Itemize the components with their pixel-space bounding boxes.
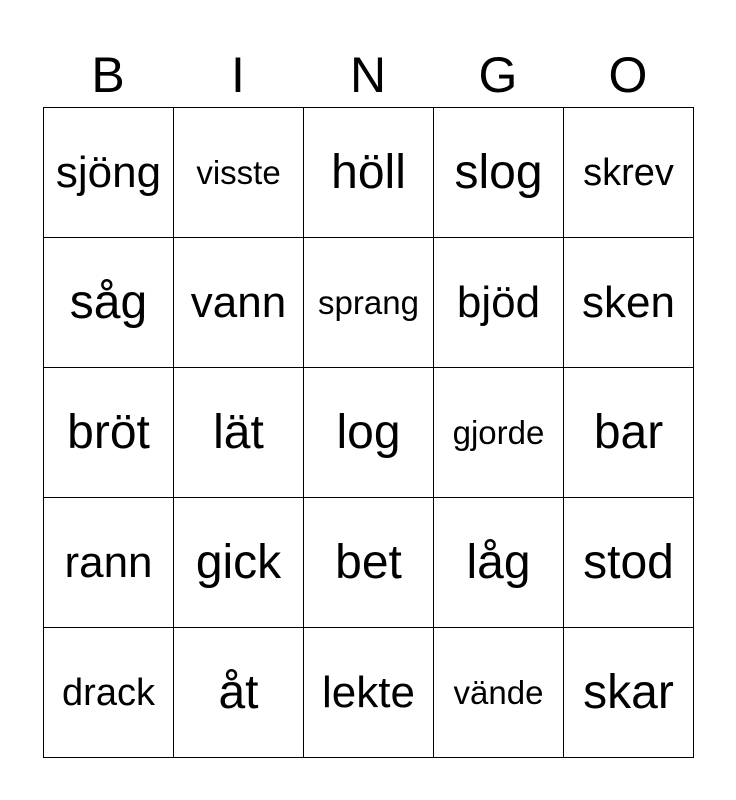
header-letter-b: B bbox=[91, 47, 125, 103]
header-letter-g: G bbox=[478, 47, 518, 103]
bingo-cell-r4-c1[interactable]: rann bbox=[44, 498, 174, 628]
bingo-board bbox=[43, 107, 694, 758]
bingo-cell-r3-c2[interactable]: lät bbox=[174, 368, 304, 498]
bingo-cell-r2-c3[interactable]: sprang bbox=[304, 238, 434, 368]
bingo-cell-r1-c1[interactable]: sjöng bbox=[44, 108, 174, 238]
bingo-cell-r3-c5[interactable]: bar bbox=[564, 368, 694, 498]
bingo-cell-r5-c2[interactable]: åt bbox=[174, 628, 304, 758]
header-letter-o: O bbox=[608, 47, 648, 103]
bingo-cell-r1-c4[interactable]: slog bbox=[434, 108, 564, 238]
bingo-cell-r2-c2[interactable]: vann bbox=[174, 238, 304, 368]
bingo-cell-r4-c2[interactable]: gick bbox=[174, 498, 304, 628]
bingo-cell-r5-c5[interactable]: skar bbox=[564, 628, 694, 758]
bingo-cell-r1-c3[interactable]: höll bbox=[304, 108, 434, 238]
header-letter-n: N bbox=[349, 47, 387, 103]
bingo-cell-r5-c3[interactable]: lekte bbox=[304, 628, 434, 758]
bingo-cell-r3-c1[interactable]: bröt bbox=[44, 368, 174, 498]
bingo-cell-r1-c2[interactable]: visste bbox=[174, 108, 304, 238]
bingo-cell-r5-c4[interactable]: vände bbox=[434, 628, 564, 758]
bingo-cell-r4-c5[interactable]: stod bbox=[564, 498, 694, 628]
bingo-cell-r2-c1[interactable]: såg bbox=[44, 238, 174, 368]
bingo-cell-r4-c4[interactable]: låg bbox=[434, 498, 564, 628]
header-letter-i: I bbox=[231, 47, 245, 103]
bingo-cell-r2-c5[interactable]: sken bbox=[564, 238, 694, 368]
bingo-cell-r1-c5[interactable]: skrev bbox=[564, 108, 694, 238]
bingo-cell-r2-c4[interactable]: bjöd bbox=[434, 238, 564, 368]
bingo-cell-r4-c3[interactable]: bet bbox=[304, 498, 434, 628]
bingo-cell-r5-c1[interactable]: drack bbox=[44, 628, 174, 758]
bingo-cell-r3-c4[interactable]: gjorde bbox=[434, 368, 564, 498]
bingo-cell-r3-c3[interactable]: log bbox=[304, 368, 434, 498]
bingo-header bbox=[43, 44, 693, 106]
